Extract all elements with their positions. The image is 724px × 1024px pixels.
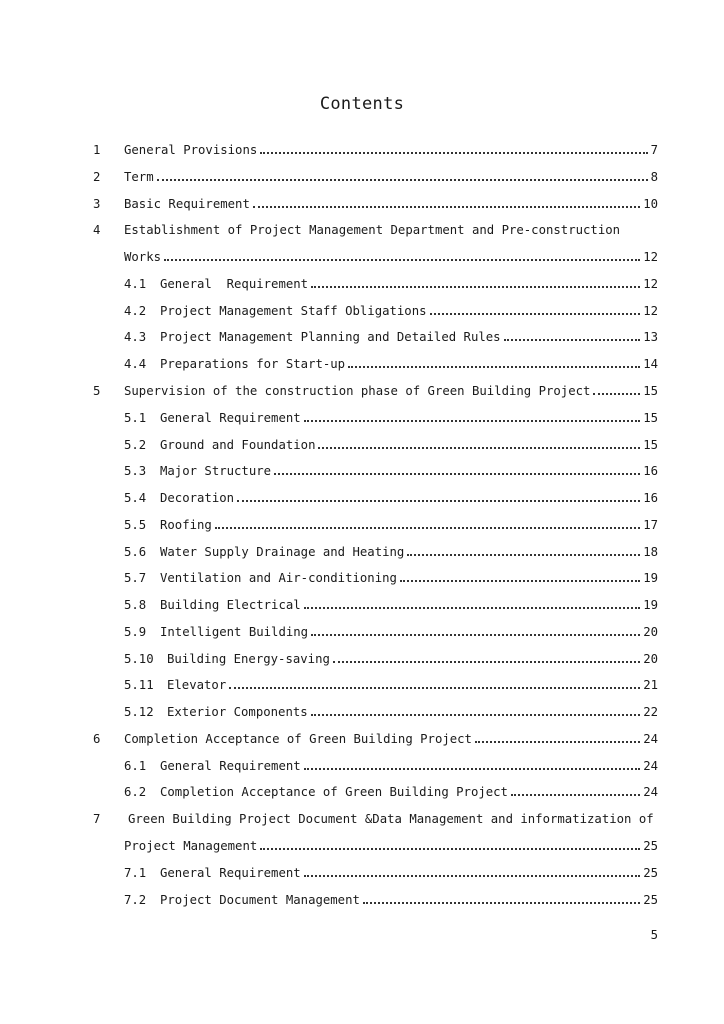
toc-leader-dots — [593, 393, 640, 395]
toc-entry[interactable] — [93, 809, 658, 829]
toc-entry[interactable] — [124, 515, 658, 535]
toc-leader-dots — [511, 794, 640, 796]
toc-entry[interactable] — [124, 327, 658, 347]
toc-entry-title: Basic Requirement — [124, 197, 250, 211]
toc-entry-title: General Requirement — [160, 411, 301, 425]
toc-entry-page: 15 — [643, 411, 658, 425]
toc-entry-page: 17 — [643, 518, 658, 532]
toc-leader-dots — [430, 313, 641, 315]
toc-leader-dots — [504, 339, 641, 341]
toc-entry-title: Preparations for Start-up — [160, 357, 346, 371]
toc-entry[interactable] — [124, 488, 658, 508]
toc-entry-page: 19 — [643, 571, 658, 585]
toc-entry-page: 22 — [643, 705, 658, 719]
toc-leader-dots — [229, 687, 640, 689]
toc-entry[interactable] — [124, 622, 658, 642]
toc-entry[interactable] — [124, 649, 658, 669]
toc-entry-number: 5.8 — [124, 598, 147, 612]
toc-entry-title: Intelligent Building — [160, 625, 309, 639]
toc-entry-title: Building Energy-saving — [167, 652, 330, 666]
toc-leader-dots — [215, 527, 640, 529]
toc-entry-number: 6.1 — [124, 759, 147, 773]
toc-leader-dots — [157, 179, 648, 181]
toc-entry-title: Water Supply Drainage and Heating — [160, 545, 405, 559]
toc-leader-dots — [311, 714, 641, 716]
toc-leader-dots — [348, 366, 640, 368]
toc-entry-title: Ventilation and Air-conditioning — [160, 571, 397, 585]
toc-entry[interactable] — [124, 301, 658, 321]
toc-entry-page: 25 — [643, 839, 658, 853]
toc-entry-number: 4 — [93, 223, 101, 237]
toc-entry-title: Supervision of the construction phase of Green Building Project — [124, 384, 591, 398]
toc-entry-number: 1 — [93, 143, 101, 157]
toc-entry-title: General Requirement — [160, 759, 301, 773]
toc-entry-number: 5.5 — [124, 518, 147, 532]
toc-entry-title: Establishment of Project Management Department and Pre-construction — [124, 223, 621, 237]
toc-entry-number: 6 — [93, 732, 101, 746]
toc-entry[interactable] — [93, 167, 658, 187]
toc-entry-number: 5 — [93, 384, 101, 398]
toc-entry[interactable] — [93, 140, 658, 160]
toc-entry[interactable] — [124, 408, 658, 428]
toc-entry-page: 19 — [643, 598, 658, 612]
toc-entry-page: 18 — [643, 545, 658, 559]
toc-entry-page: 10 — [643, 197, 658, 211]
toc-entry-page: 7 — [650, 143, 658, 157]
toc-entry-title: Completion Acceptance of Green Building Project — [160, 785, 508, 799]
toc-leader-dots — [260, 152, 647, 154]
toc-entry[interactable] — [124, 568, 658, 588]
toc-entry-number: 4.3 — [124, 330, 147, 344]
toc-entry[interactable] — [124, 782, 658, 802]
toc-entry-continuation[interactable] — [124, 836, 658, 856]
toc-entry-title: Major Structure — [160, 464, 272, 478]
toc-entry-page: 24 — [643, 732, 658, 746]
toc-entry-number: 5.12 — [124, 705, 154, 719]
toc-entry-number: 5.1 — [124, 411, 147, 425]
toc-entry-page: 20 — [643, 625, 658, 639]
toc-entry-number: 4.2 — [124, 304, 147, 318]
toc-entry-title: Term — [124, 170, 154, 184]
toc-entry-title: Completion Acceptance of Green Building Project — [124, 732, 472, 746]
toc-entry-page: 21 — [643, 678, 658, 692]
toc-leader-dots — [237, 500, 640, 502]
toc-entry-number: 4.4 — [124, 357, 147, 371]
toc-entry[interactable] — [93, 194, 658, 214]
toc-entry-title: Project Document Management — [160, 893, 360, 907]
toc-leader-dots — [304, 768, 641, 770]
toc-entry-number: 5.6 — [124, 545, 147, 559]
toc-leader-dots — [363, 902, 640, 904]
toc-entry-continuation[interactable] — [124, 247, 658, 267]
toc-entry-title: Roofing — [160, 518, 212, 532]
toc-entry-page: 12 — [643, 250, 658, 264]
toc-entry-number: 7.1 — [124, 866, 147, 880]
toc-entry-title: Green Building Project Document &Data Management and informatization of — [128, 812, 654, 826]
page-number: 5 — [650, 928, 658, 942]
toc-entry[interactable] — [124, 675, 658, 695]
toc-entry-number: 7.2 — [124, 893, 147, 907]
toc-leader-dots — [304, 875, 641, 877]
toc-entry-title: General Requirement — [160, 277, 309, 291]
toc-leader-dots — [311, 634, 640, 636]
toc-entry-title: Project Management Staff Obligations — [160, 304, 427, 318]
toc-entry-title: General Requirement — [160, 866, 301, 880]
page-title: Contents — [319, 94, 405, 114]
toc-leader-dots — [274, 473, 640, 475]
toc-entry-number: 7 — [93, 812, 101, 826]
toc-entry-title: Exterior Components — [167, 705, 308, 719]
toc-entry-page: 20 — [643, 652, 658, 666]
toc-entry-title: Elevator — [167, 678, 227, 692]
toc-entry-title: General Provisions — [124, 143, 258, 157]
toc-entry[interactable] — [93, 220, 658, 240]
toc-entry-title: Decoration — [160, 491, 235, 505]
toc-entry[interactable] — [93, 381, 658, 401]
toc-entry-title: Building Electrical — [160, 598, 301, 612]
toc-entry-number: 3 — [93, 197, 101, 211]
toc-entry-page: 24 — [643, 785, 658, 799]
toc-entry-number: 5.10 — [124, 652, 154, 666]
toc-entry-page: 12 — [643, 277, 658, 291]
toc-entry-number: 5.2 — [124, 438, 147, 452]
toc-leader-dots — [304, 607, 641, 609]
toc-leader-dots — [304, 420, 641, 422]
toc-leader-dots — [311, 286, 640, 288]
toc-entry[interactable] — [124, 756, 658, 776]
toc-entry-page: 25 — [643, 866, 658, 880]
toc-entry-page: 15 — [643, 384, 658, 398]
toc-entry-page: 24 — [643, 759, 658, 773]
toc-leader-dots — [475, 741, 640, 743]
toc-entry-page: 8 — [650, 170, 658, 184]
toc-entry-number: 5.4 — [124, 491, 147, 505]
toc-leader-dots — [333, 661, 640, 663]
toc-leader-dots — [253, 206, 640, 208]
toc-entry-number: 2 — [93, 170, 101, 184]
toc-entry-page: 12 — [643, 304, 658, 318]
toc-entry[interactable] — [124, 274, 658, 294]
toc-leader-dots — [407, 554, 640, 556]
toc-leader-dots — [318, 447, 640, 449]
toc-entry[interactable] — [124, 435, 658, 455]
toc-leader-dots — [164, 259, 640, 261]
toc-entry[interactable] — [124, 595, 658, 615]
toc-entry-page: 13 — [643, 330, 658, 344]
toc-entry-page: 14 — [643, 357, 658, 371]
toc-entry-title-continued: Project Management — [124, 839, 258, 853]
toc-entry[interactable] — [124, 863, 658, 883]
toc-entry-number: 4.1 — [124, 277, 147, 291]
toc-entry[interactable] — [124, 354, 658, 374]
toc-entry-page: 25 — [643, 893, 658, 907]
toc-entry[interactable] — [93, 729, 658, 749]
toc-entry-page: 16 — [643, 464, 658, 478]
toc-entry-page: 16 — [643, 491, 658, 505]
toc-entry[interactable] — [124, 890, 658, 910]
toc-entry-page: 15 — [643, 438, 658, 452]
toc-entry[interactable] — [124, 702, 658, 722]
toc-entry-number: 5.3 — [124, 464, 147, 478]
toc-entry-number: 6.2 — [124, 785, 147, 799]
toc-leader-dots — [260, 848, 640, 850]
toc-entry-title-continued: Works — [124, 250, 162, 264]
toc-entry-number: 5.11 — [124, 678, 154, 692]
toc-entry-number: 5.9 — [124, 625, 147, 639]
toc-entry-title: Project Management Planning and Detailed Rules — [160, 330, 501, 344]
toc-leader-dots — [400, 580, 640, 582]
toc-entry-title: Ground and Foundation — [160, 438, 316, 452]
toc-entry[interactable] — [124, 542, 658, 562]
toc-entry-number: 5.7 — [124, 571, 147, 585]
toc-entry[interactable] — [124, 461, 658, 481]
